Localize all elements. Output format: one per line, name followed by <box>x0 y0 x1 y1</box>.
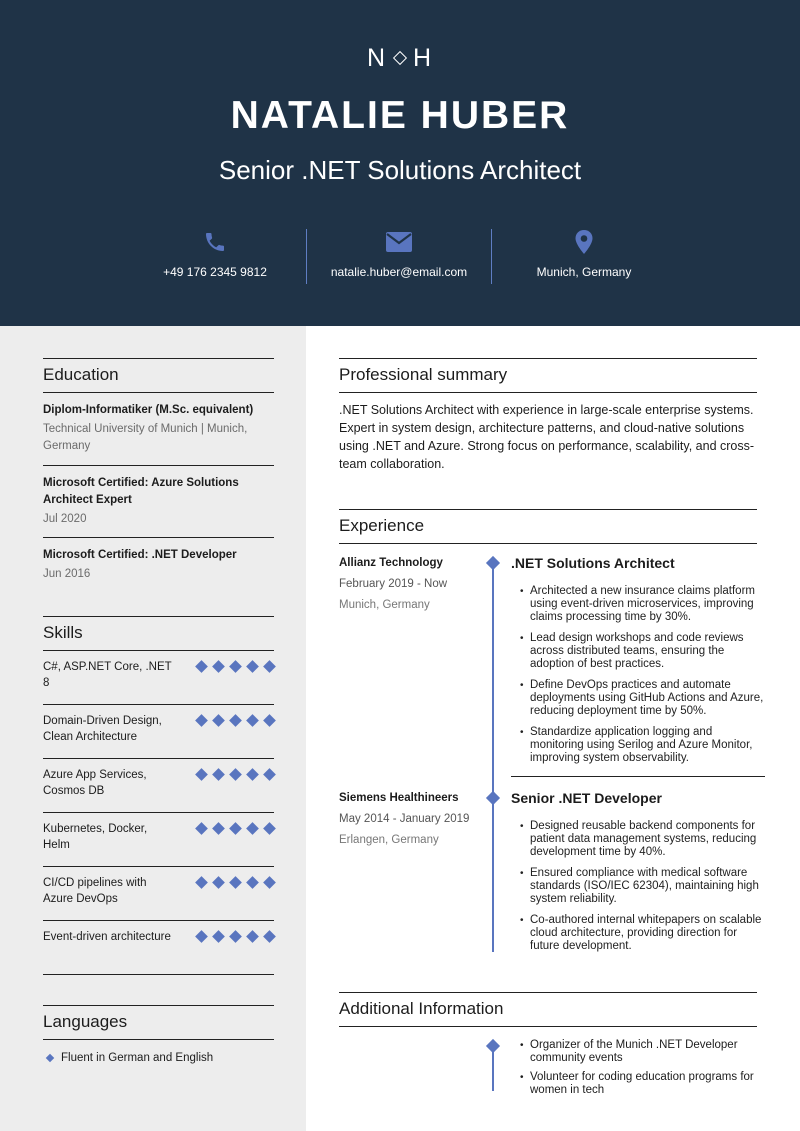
rating-diamond-icon <box>229 768 242 781</box>
rating-diamond-icon <box>195 930 208 943</box>
rating-diamond-icon <box>263 660 276 673</box>
job-bullet: • Standardize application logging and monitoring using Serilog and Azure Monitor, improving system observability. <box>511 726 765 765</box>
job-dates: February 2019 - Now <box>339 578 448 590</box>
education-sub: Technical University of Munich | Munich, Germany <box>43 423 248 452</box>
map-pin-icon <box>491 228 677 256</box>
skill-rating <box>197 824 274 833</box>
education-item <box>43 393 274 466</box>
job-meta <box>339 792 479 846</box>
rating-diamond-icon <box>263 876 276 889</box>
skill-item <box>43 651 274 705</box>
skill-name: Kubernetes, Docker, Helm <box>43 823 148 851</box>
skills-heading: Skills <box>43 616 274 651</box>
job-bullets <box>511 820 765 953</box>
rating-diamond-icon <box>246 714 259 727</box>
monogram-right: H <box>413 44 434 72</box>
experience-timeline <box>492 560 494 952</box>
additional-item: • Volunteer for coding education programs for women in tech <box>511 1071 765 1097</box>
skill-rating <box>197 770 274 779</box>
rating-diamond-icon <box>263 714 276 727</box>
job-dates: May 2014 - January 2019 <box>339 813 470 825</box>
skill-name: Event-driven architecture <box>43 931 171 943</box>
experience-section <box>339 509 757 544</box>
job-bullet: • Lead design workshops and code reviews across distributed teams, ensuring the adoption of best practices. <box>511 632 765 671</box>
education-title: Microsoft Certified: .NET Developer <box>43 549 237 561</box>
timeline-diamond-icon <box>486 791 500 805</box>
rating-diamond-icon <box>263 822 276 835</box>
rating-diamond-icon <box>195 714 208 727</box>
timeline-diamond-icon <box>486 556 500 570</box>
envelope-icon <box>306 228 492 256</box>
rating-diamond-icon <box>212 930 225 943</box>
contact-email[interactable] <box>306 228 492 279</box>
header-banner <box>0 0 800 326</box>
skill-rating <box>197 932 274 941</box>
candidate-name: NATALIE HUBER <box>230 94 570 137</box>
language-item <box>43 1040 274 1064</box>
location-value: Munich, Germany <box>536 265 632 279</box>
job-company: Siemens Healthineers <box>339 792 459 804</box>
education-title: Diplom-Informatiker (M.Sc. equivalent) <box>43 404 254 416</box>
job-location: Munich, Germany <box>339 599 430 611</box>
job-bullet: • Define DevOps practices and automate deployments using GitHub Actions and Azure, reducing deployment time by 50%. <box>511 679 765 718</box>
skill-rating <box>197 662 274 671</box>
skill-item <box>43 867 274 921</box>
job-role: Senior .NET Developer <box>511 776 765 812</box>
additional-heading: Additional Information <box>339 992 757 1027</box>
rating-diamond-icon <box>229 930 242 943</box>
rating-diamond-icon <box>212 822 225 835</box>
email-value: natalie.huber@email.com <box>330 265 468 279</box>
skill-name: CI/CD pipelines with Azure DevOps <box>43 877 147 905</box>
education-sub: Jun 2016 <box>43 568 91 580</box>
education-sub: Jul 2020 <box>43 513 87 525</box>
rating-diamond-icon <box>246 768 259 781</box>
rating-diamond-icon <box>195 768 208 781</box>
rating-diamond-icon <box>246 930 259 943</box>
languages-heading: Languages <box>43 1005 274 1040</box>
job-bullet: • Designed reusable backend components for patient data management systems, reducing development time by 40%. <box>511 820 765 859</box>
additional-item: • Organizer of the Munich .NET Developer community events <box>511 1039 765 1065</box>
skill-name: C#, ASP.NET Core, .NET 8 <box>43 661 172 689</box>
skill-item <box>43 921 274 975</box>
education-title: Microsoft Certified: Azure Solutions Architect Expert <box>43 477 239 506</box>
rating-diamond-icon <box>263 768 276 781</box>
rating-diamond-icon <box>212 768 225 781</box>
skill-item <box>43 813 274 867</box>
rating-diamond-icon <box>246 660 259 673</box>
monogram-diamond-icon <box>393 51 407 65</box>
rating-diamond-icon <box>246 876 259 889</box>
skill-rating <box>197 878 274 887</box>
experience-heading: Experience <box>339 509 757 544</box>
rating-diamond-icon <box>229 660 242 673</box>
bullet-diamond-icon <box>46 1054 54 1062</box>
job-bullet: • Ensured compliance with medical software standards (ISO/IEC 62304), maintaining high system reliability. <box>511 867 765 906</box>
summary-heading: Professional summary <box>339 358 757 393</box>
contact-phone[interactable] <box>122 228 308 279</box>
education-section <box>43 358 274 583</box>
rating-diamond-icon <box>229 876 242 889</box>
rating-diamond-icon <box>195 660 208 673</box>
contact-location[interactable] <box>491 228 677 279</box>
timeline-diamond-icon <box>486 1039 500 1053</box>
additional-section <box>339 992 757 1027</box>
job-location: Erlangen, Germany <box>339 834 439 846</box>
language-text: Fluent in German and English <box>61 1052 214 1064</box>
job-bullet: • Architected a new insurance claims platform using event-driven microservices, improving claims processing time by 30%. <box>511 585 765 624</box>
summary-section <box>339 358 757 473</box>
phone-icon <box>122 228 308 256</box>
rating-diamond-icon <box>246 822 259 835</box>
skill-name: Domain-Driven Design, Clean Architecture <box>43 715 162 743</box>
job-role: .NET Solutions Architect <box>511 555 675 571</box>
education-heading: Education <box>43 358 274 393</box>
education-item <box>43 466 274 538</box>
rating-diamond-icon <box>229 714 242 727</box>
skills-section <box>43 616 274 975</box>
rating-diamond-icon <box>195 822 208 835</box>
job-meta <box>339 557 479 611</box>
rating-diamond-icon <box>229 822 242 835</box>
candidate-title: Senior .NET Solutions Architect <box>218 155 582 185</box>
rating-diamond-icon <box>212 876 225 889</box>
rating-diamond-icon <box>195 876 208 889</box>
additional-list <box>511 1039 765 1103</box>
summary-text: .NET Solutions Architect with experience in large-scale enterprise systems. Expert in system design, architecture patterns, and cloud-native solutions using .NET and Azure. Strong focus on performance, scalability, and cross-team collaboration. <box>339 403 755 471</box>
rating-diamond-icon <box>212 660 225 673</box>
job-company: Allianz Technology <box>339 557 443 569</box>
job-details <box>511 555 765 765</box>
education-item <box>43 538 274 583</box>
job-bullet: • Co-authored internal whitepapers on scalable cloud architecture, providing direction for future development. <box>511 914 765 953</box>
skill-item <box>43 705 274 759</box>
job-bullets <box>511 585 765 765</box>
rating-diamond-icon <box>212 714 225 727</box>
monogram <box>0 44 800 73</box>
skill-rating <box>197 716 274 725</box>
phone-value: +49 176 2345 9812 <box>163 265 267 279</box>
rating-diamond-icon <box>263 930 276 943</box>
skill-name: Azure App Services, Cosmos DB <box>43 769 147 797</box>
job-details <box>511 776 765 953</box>
monogram-left: N <box>366 44 387 72</box>
skill-item <box>43 759 274 813</box>
languages-section <box>43 1005 274 1064</box>
